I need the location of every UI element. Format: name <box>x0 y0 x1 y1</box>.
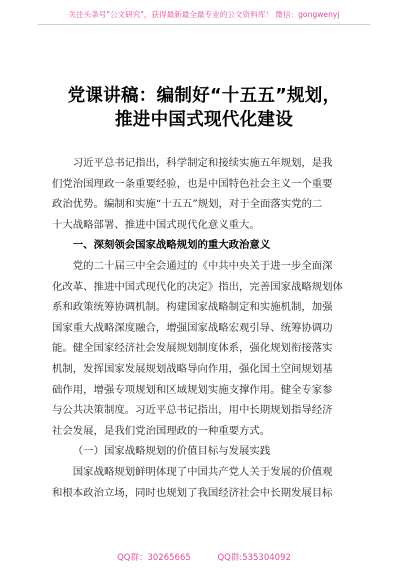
footer-qq-group-2: QQ群:535304092 <box>217 553 291 563</box>
paragraph-3-line: 和根本政治立场，同时也规划了我国经济社会中长期发展目标 <box>52 486 333 499</box>
paragraph-3-line: 国家战略规划鲜明体现了中国共产党人关于发展的价值观 <box>72 465 333 478</box>
header-banner: 关注头条号"公文研究"，获得最新最全最专业的公文资料库！ 微信：gongwenyj <box>68 10 340 19</box>
section-heading-1: 一、深刻领会国家战略规划的重大政治意义 <box>72 239 271 252</box>
document-body <box>52 153 360 503</box>
paragraph-1-line: 十大战略部署、推进中国式现代化意义重大。 <box>52 218 260 231</box>
paragraph-1-line: 们党治国理政一条重要经验，也是中国特色社会主义一个重要 <box>52 177 333 190</box>
header-divider <box>38 24 370 25</box>
paragraph-2-line: 机制，发挥国家发展规划战略导向作用，强化国土空间规划基 <box>52 362 333 375</box>
title-line-1: 党课讲稿：编制好“十五五”规划， <box>67 86 341 106</box>
footer-contact <box>0 551 408 563</box>
paragraph-2-line: 础作用，增强专项规划和区域规划实施支撑作用。健全专家参 <box>52 383 333 396</box>
paragraph-2-line: 国家重大战略深度融合，增强国家战略宏观引导、统筹协调功 <box>52 321 333 334</box>
subsection-heading-1: （一）国家战略规划的价值目标与发展实践 <box>72 445 271 458</box>
paragraph-2-line: 化改革、推进中国式现代化的决定》指出，完善国家战略规划体 <box>52 280 343 293</box>
paragraph-2-line: 能。健全国家经济社会发展规划制度体系，强化规划衔接落实 <box>52 342 333 355</box>
document-title <box>0 84 408 132</box>
paragraph-1-line: 习近平总书记指出，科学制定和接续实施五年规划，是我 <box>72 157 333 169</box>
paragraph-2-line: 党的二十届三中全会通过的《中共中央关于进一步全面深 <box>72 259 333 272</box>
paragraph-2-line: 系和政策统筹协调机制。构建国家战略制定和实施机制，加强 <box>52 301 333 314</box>
title-line-2: 推进中国式现代化建设 <box>115 110 293 130</box>
paragraph-1-line: 政治优势。编制和实施“十五五”规划，对于全面落实党的二 <box>52 198 323 211</box>
paragraph-2-line: 社会发展，是我们党治国理政的一种重要方式。 <box>52 424 271 437</box>
footer-qq-group-1: QQ群：30265665 <box>117 553 191 563</box>
paragraph-2-line: 与公共决策制度。习近平总书记指出，用中长期规划指导经济 <box>52 404 333 417</box>
